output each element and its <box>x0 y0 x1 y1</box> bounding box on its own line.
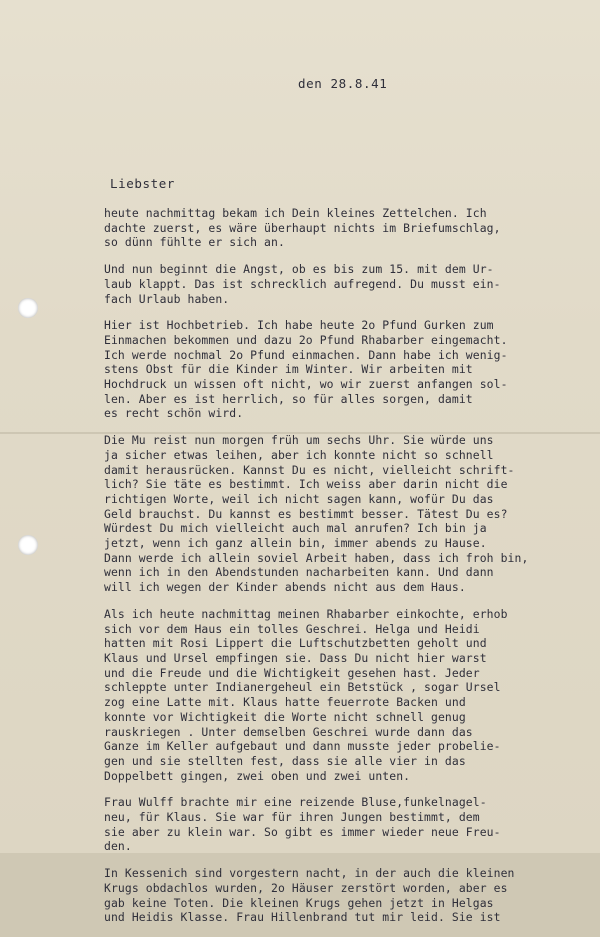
text-line: Dann werde ich allein soviel Arbeit haben, dass ich froh bin, <box>104 550 529 565</box>
paragraph <box>104 795 584 854</box>
text-line: heute nachmittag bekam ich Dein kleines Zettelchen. Ich <box>104 206 487 220</box>
text-line: Würdest Du mich vielleicht auch mal anrufen? Ich bin ja <box>104 521 487 536</box>
paragraph <box>104 607 584 783</box>
text-line: dachte zuerst, es wäre überhaupt nichts im Briefumschlag, <box>104 220 501 235</box>
text-line: laub klappt. Das ist schrecklich aufregend. Du musst ein- <box>104 276 501 291</box>
text-line: konnte vor Wichtigkeit die Worte nicht schnell genug <box>104 709 466 724</box>
text-line: Klaus und Ursel empfingen sie. Dass Du nicht hier warst <box>104 650 487 665</box>
text-line: Doppelbett gingen, zwei oben und zwei unten. <box>104 768 411 783</box>
text-line: Die Mu reist nun morgen früh um sechs Uhr. Sie würde uns <box>104 433 494 448</box>
text-line: sie aber zu klein war. So gibt es immer wieder neue Freu- <box>104 824 501 839</box>
text-line: Einmachen bekommen und dazu 2o Pfund Rhabarber eingemacht. <box>104 332 508 347</box>
text-line: will ich wegen der Kinder abends nicht aus dem Haus. <box>104 580 466 595</box>
paragraph <box>104 206 584 250</box>
text-line: richtigen Worte, weil ich nicht sagen kann, wofür Du das <box>104 491 494 506</box>
text-line: ja sicher etwas leihen, aber ich konnte nicht so schnell <box>104 447 494 462</box>
text-line: zog eine Latte mit. Klaus hatte feuerrote Backen und <box>104 695 466 710</box>
text-line: gab keine Toten. Die kleinen Krugs gehen jetzt in Helgas <box>104 895 494 910</box>
text-line: den. <box>104 839 132 854</box>
text-line: Und nun beginnt die Angst, ob es bis zum 15. mit dem Ur- <box>104 262 494 277</box>
text-line: es recht schön wird. <box>104 406 244 421</box>
text-line: wenn ich in den Abendstunden nacharbeiten kann. Und dann <box>104 565 494 580</box>
text-line: Ich werde nochmal 2o Pfund einmachen. Dann habe ich wenig- <box>104 347 508 362</box>
text-line: len. Aber es ist herrlich, so für alles sorgen, damit <box>104 391 473 406</box>
text-line: schleppte unter Indianergeheul ein Betstück , sogar Ursel <box>104 680 501 695</box>
paragraph <box>104 866 584 925</box>
text-line: Geld brauchst. Du kannst es bestimmt besser. Tätest Du es? <box>104 506 508 521</box>
text-line: damit herausrücken. Kannst Du es nicht, vielleicht schrift- <box>104 462 515 477</box>
text-line: und Heidis Klasse. Frau Hillenbrand tut mir leid. Sie ist <box>104 910 501 925</box>
text-line: Hier ist Hochbetrieb. Ich habe heute 2o Pfund Gurken zum <box>104 318 494 333</box>
letter-body <box>104 206 584 937</box>
text-line: neu, für Klaus. Sie war für ihren Jungen bestimmt, dem <box>104 810 480 825</box>
text-line: stens Obst für die Kinder im Winter. Wir arbeiten mit <box>104 362 473 377</box>
paragraph <box>104 318 584 421</box>
text-line: fach Urlaub haben. <box>104 291 230 306</box>
punch-hole-bottom <box>18 535 38 555</box>
text-line: rauskriegen . Unter demselben Geschrei wurde dann das <box>104 724 473 739</box>
text-line: In Kessenich sind vorgestern nacht, in der auch die kleinen <box>104 866 515 881</box>
punch-hole-top <box>18 298 38 318</box>
text-line: gen und sie stellten fest, dass sie alle vier in das <box>104 753 466 768</box>
text-line: Ganze im Keller aufgebaut und dann musste jeder probelie- <box>104 739 501 754</box>
text-line: so dünn fühlte er sich an. <box>104 235 285 250</box>
salutation: Liebster <box>110 176 176 191</box>
paragraph <box>104 433 584 595</box>
text-line: und die Freude und die Wichtigkeit gesehen hast. Jeder <box>104 665 480 680</box>
text-line: Hochdruck un wissen oft nicht, wo wir zuerst anfangen sol- <box>104 377 508 392</box>
text-line: Krugs obdachlos wurden, 2o Häuser zerstört worden, aber es <box>104 880 508 895</box>
text-line: hatten mit Rosi Lippert die Luftschutzbetten geholt und <box>104 636 487 651</box>
text-line: sich vor dem Haus ein tolles Geschrei. Helga und Heidi <box>104 621 480 636</box>
text-line: Als ich heute nachmittag meinen Rhabarber einkochte, erhob <box>104 606 508 621</box>
text-line: jetzt, wenn ich ganz allein bin, immer abends zu Hause. <box>104 536 487 551</box>
text-line: Frau Wulff brachte mir eine reizende Bluse,funkelnagel- <box>104 795 487 810</box>
letter-date: den 28.8.41 <box>298 76 388 91</box>
text-line: lich? Sie täte es bestimmt. Ich weiss aber darin nicht die <box>104 477 508 492</box>
paragraph <box>104 262 584 306</box>
